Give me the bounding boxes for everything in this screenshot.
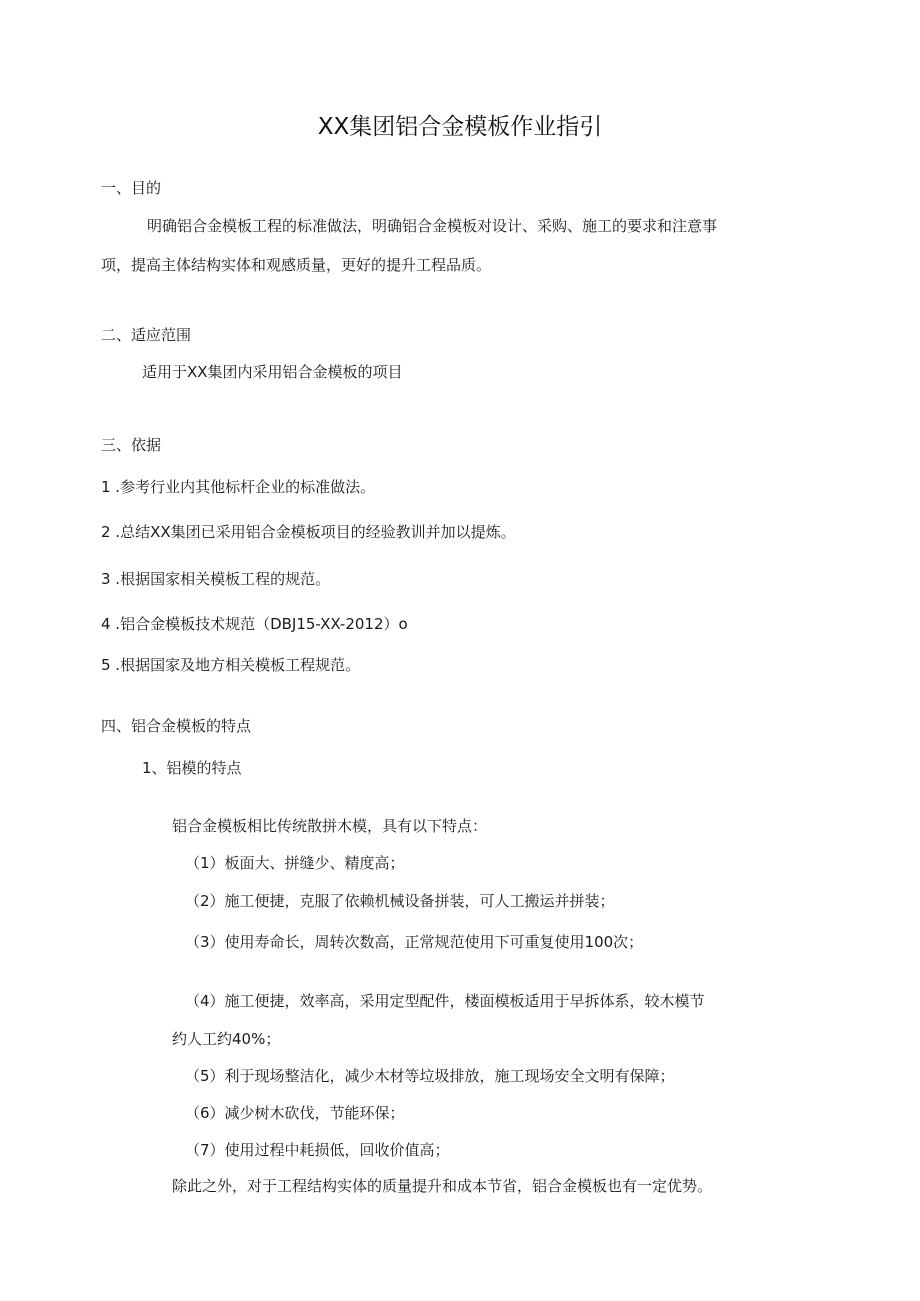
- purpose-paragraph-line-1: 明确铝合金模板工程的标准做法，明确铝合金模板对设计、采购、施工的要求和注意事: [147, 217, 718, 235]
- feature-point-2: （2）施工便捷，克服了依赖机械设备拼装，可人工搬运并拼装；: [185, 892, 615, 910]
- features-closing: 除此之外，对于工程结构实体的质量提升和成本节省，铝合金模板也有一定优势。: [172, 1177, 713, 1195]
- features-subheading: 1、铝模的特点: [142, 759, 242, 777]
- feature-point-3: （3）使用寿命长，周转次数高，正常规范使用下可重复使用100次；: [185, 933, 644, 951]
- feature-point-1: （1）板面大、拼缝少、精度高；: [185, 854, 405, 872]
- purpose-paragraph-line-2: 项，提高主体结构实体和观感质量，更好的提升工程品质。: [101, 256, 492, 274]
- feature-point-4-line-2: 约人工约40%；: [172, 1030, 281, 1048]
- basis-item-3: 3 .根据国家相关模板工程的规范。: [101, 570, 331, 588]
- section-heading-scope: 二、适应范围: [101, 326, 192, 344]
- feature-point-6: （6）减少树木砍伐，节能环保；: [185, 1104, 405, 1122]
- scope-text: 适用于XX集团内采用铝合金模板的项目: [142, 363, 403, 381]
- basis-item-4: 4 .铝合金模板技术规范（DBJ15-XX-2012）o: [101, 615, 408, 633]
- basis-item-2: 2 .总结XX集团已采用铝合金模板项目的经验教训并加以提炼。: [101, 523, 516, 541]
- feature-point-7: （7）使用过程中耗损低，回收价值高；: [185, 1141, 450, 1159]
- feature-point-5: （5）利于现场整洁化，减少木材等垃圾排放，施工现场安全文明有保障；: [185, 1067, 675, 1085]
- section-heading-purpose: 一、目的: [101, 179, 162, 197]
- basis-item-1: 1 .参考行业内其他标杆企业的标准做法。: [101, 478, 376, 496]
- document-title: XX集团铝合金模板作业指引: [317, 114, 603, 140]
- basis-item-5: 5 .根据国家及地方相关模板工程规范。: [101, 656, 361, 674]
- section-heading-features: 四、铝合金模板的特点: [101, 717, 252, 735]
- features-intro: 铝合金模板相比传统散拼木模，具有以下特点：: [172, 817, 488, 835]
- feature-point-4-line-1: （4）施工便捷，效率高，采用定型配件，楼面模板适用于早拆体系，较木模节: [185, 992, 705, 1010]
- section-heading-basis: 三、依据: [101, 436, 162, 454]
